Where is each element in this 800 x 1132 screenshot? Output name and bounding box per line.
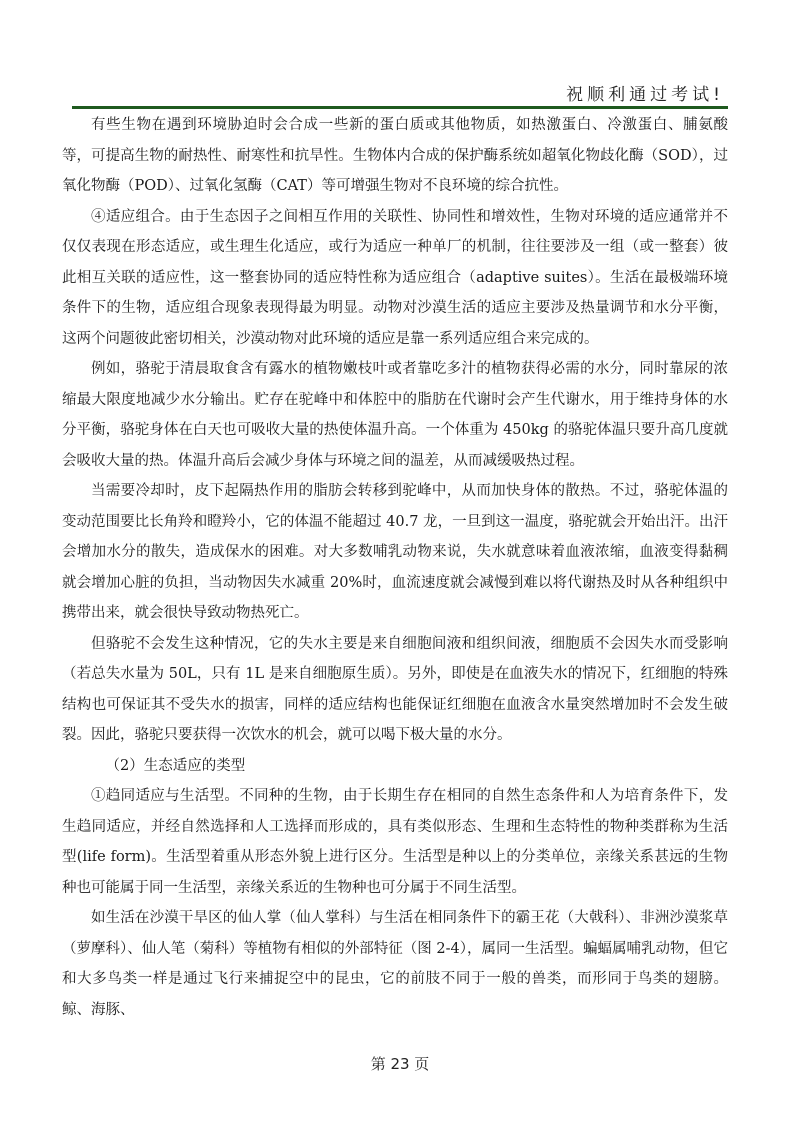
paragraph-camel-dehydration: 但骆驼不会发生这种情况，它的失水主要是来自细胞间液和组织间液，细胞质不会因失水而受影响（若总失水量为 50L，只有 1L 是来自细胞原生质）。另外，即使是在血液失水的情况下，红细胞的特殊结构也可保证其不受失水的损害，同样的适应结构也能保证红细胞在血液含水量突然增加时不会发生破裂。因此，骆驼只要获得一次饮水的机会，就可以喝下极大量的水分。	[62, 635, 728, 743]
document-body	[62, 110, 728, 1025]
paragraph-desert-plants: 如生活在沙漠干旱区的仙人掌（仙人掌科）与生活在相同条件下的霸王花（大戟科）、非洲沙漠浆草（萝摩科）、仙人笔（菊科）等植物有相似的外部特征（图 2-4），属同一生活型。蝙蝠属哺乳动物，但它和大多鸟类一样是通过飞行来捕捉空中的昆虫，它的前肢不同于一般的兽类，而形同于鸟类的翅膀。鲸、海豚、	[62, 910, 728, 1018]
paragraph-camel-water: 例如，骆驼于清晨取食含有露水的植物嫩枝叶或者靠吃多汁的植物获得必需的水分，同时靠尿的浓缩最大限度地减少水分输出。贮存在驼峰中和体腔中的脂肪在代谢时会产生代谢水，用于维持身体的水分平衡，骆驼身体在白天也可吸收大量的热使体温升高。一个体重为 450kg 的骆驼体温只要升高几度就会吸收大量的热。体温升高后会减少身体与环境之间的温差，从而减缓吸热过程。	[62, 361, 728, 469]
section-heading-adaptation-types: （2）生态适应的类型	[105, 757, 246, 774]
page-header-slogan: 祝顺利通过考试!	[566, 85, 724, 105]
paragraph-stress-proteins: 有些生物在遇到环境胁迫时会合成一些新的蛋白质或其他物质，如热激蛋白、冷激蛋白、脯氨酸等，可提高生物的耐热性、耐寒性和抗旱性。生物体内合成的保护酶系统如超氧化物歧化酶（SOD），过氧化物酶（POD）、过氧化氢酶（CAT）等可增强生物对不良环境的综合抗性。	[62, 117, 728, 194]
page-number: 第 23 页	[370, 1055, 430, 1073]
paragraph-adaptive-suites: ④适应组合。由于生态因子之间相互作用的关联性、协同性和增效性，生物对环境的适应通常并不仅仅表现在形态适应，或生理生化适应，或行为适应一种单厂的机制，往往要涉及一组（或一整套）彼此相互关联的适应性，这一整套协同的适应特性称为适应组合（adaptive suites）。生活在最极端环境条件下的生物，适应组合现象表现得最为明显。动物对沙漠生活的适应主要涉及热量调节和水分平衡，这两个问题彼此密切相关，沙漠动物对此环境的适应是靠一系列适应组合来完成的。	[62, 208, 728, 347]
paragraph-camel-cooling: 当需要冷却时，皮下起隔热作用的脂肪会转移到驼峰中，从而加快身体的散热。不过，骆驼体温的变动范围要比长角羚和瞪羚小，它的体温不能超过 40.7 龙，一旦到这一温度，骆驼就会开始出汗。出汗会增加水分的散失，造成保水的困难。对大多数哺乳动物来说，失水就意味着血液浓缩，血液变得黏稠就会增加心脏的负担，当动物因失水减重 20%时，血流速度就会减慢到难以将代谢热及时从各种组织中携带出来，就会很快导致动物热死亡。	[62, 483, 728, 621]
header-divider	[72, 106, 728, 109]
paragraph-life-form: ①趋同适应与生活型。不同种的生物，由于长期生存在相同的自然生态条件和人为培育条件下，发生趋同适应，并经自然选择和人工选择而形成的，具有类似形态、生理和生态特性的物种类群称为生活型(life form)。生活型着重从形态外貌上进行区分。生活型是种以上的分类单位，亲缘关系甚远的生物种也可能属于同一生活型，亲缘关系近的生物种也可分属于不同生活型。	[62, 788, 728, 896]
